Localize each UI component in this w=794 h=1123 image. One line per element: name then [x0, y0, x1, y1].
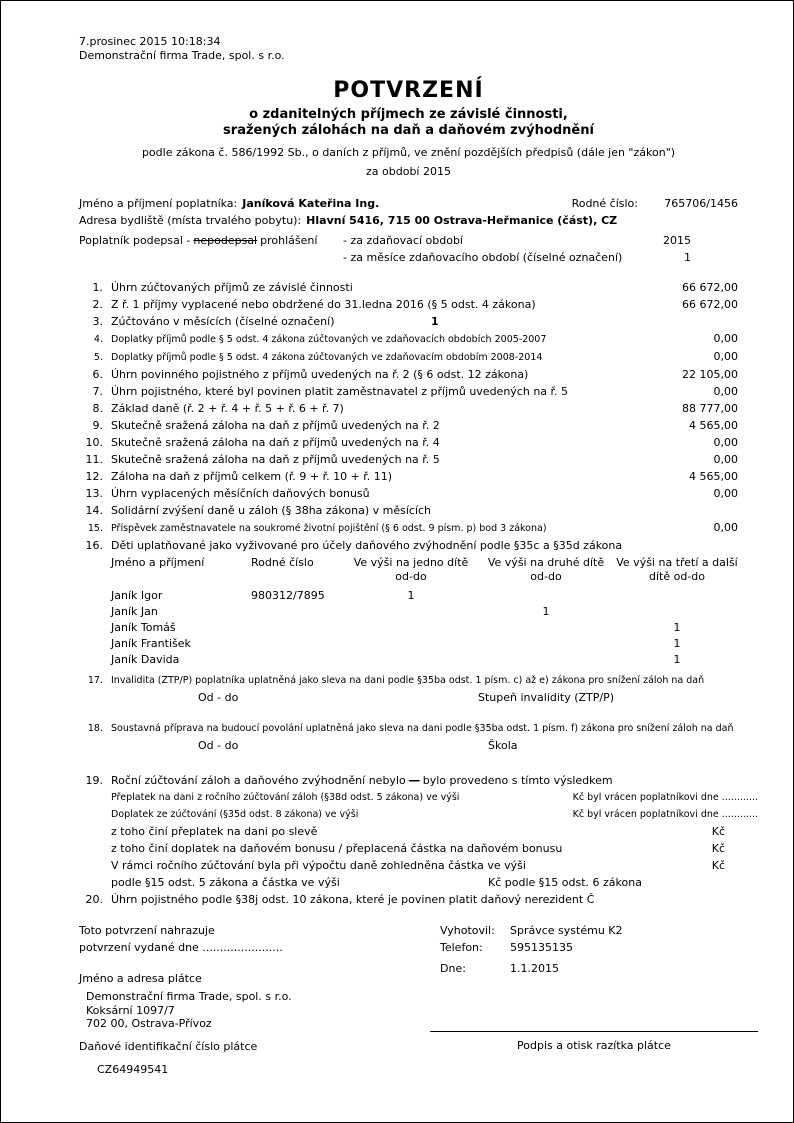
child-third-flag: 1 [673, 621, 681, 634]
taxpayer-address-row [79, 212, 738, 229]
child-birth-number: 980312/7895 [251, 589, 325, 602]
item-number: 15. [87, 523, 103, 534]
item-value: 0,00 [713, 436, 738, 449]
line-right-text: Kč byl vrácen poplatníkovi dne ............ [572, 792, 758, 803]
child-first-flag [346, 636, 476, 652]
item17-fields [79, 689, 738, 706]
invalidity-degree-label: Stupeň invalidity (ZTP/P) [478, 691, 615, 704]
item19-line-considered-amount [79, 857, 738, 874]
item-row-13 [79, 485, 738, 502]
birth-number-value: 765706/1456 [664, 197, 738, 210]
print-company-name: Demonstrační firma Trade, spol. s r.o. [79, 49, 285, 62]
child-second-flag [476, 636, 616, 652]
line-text: V rámci ročního zúčtování byla při výpočtu daně zohledněna částka ve výši [111, 859, 526, 872]
item-value: 0,00 [713, 332, 738, 345]
item-text [111, 772, 738, 789]
struck-text: nepodepsal [193, 234, 258, 247]
item19-text-before: Roční zúčtování záloh a daňového zvýhodnění nebylo [111, 774, 406, 787]
item-value: 22 105,00 [682, 368, 738, 381]
item-value: 0,00 [713, 385, 738, 398]
print-datetime: 7.prosinec 2015 10:18:34 [79, 35, 221, 48]
payer-address-block [86, 990, 418, 1031]
item-number: 12. [85, 470, 103, 483]
item-row-16 [79, 537, 738, 554]
column-header-third-child: Ve výši na třetí a další dítě od-do [616, 556, 738, 583]
column-header-birth-number: Rodné číslo [251, 556, 314, 569]
period-line: za období 2015 [366, 165, 451, 178]
replacement-note-line1: Toto potvrzení nahrazuje [79, 924, 215, 937]
phone-value: 595135135 [510, 941, 573, 954]
date-value: 1.1.2015 [510, 962, 559, 975]
item-number: 8. [92, 402, 103, 415]
child-name: Janík Jan [111, 605, 158, 618]
item-text: Soustavná příprava na budoucí povolání uplatněná jako sleva na dani podle §35ba odst. 1 písm. f) zákona pro snížení záloh na daň [111, 723, 734, 734]
taxpayer-name: Janíková Kateřina Ing. [242, 197, 380, 210]
item-text: Úhrn vyplacených měsíčních daňových bonusů [111, 487, 370, 500]
od-do-label: Od - do [198, 691, 239, 704]
item-text: Příspěvek zaměstnavatele na soukromé životní pojištění (§ 6 odst. 9 písm. p) bod 3 zákona) [111, 523, 547, 534]
child-birth-number [251, 652, 346, 668]
child-row [111, 588, 738, 604]
item19-line-overpayment [79, 789, 758, 806]
tax-id-value: CZ64949541 [97, 1062, 169, 1076]
child-third-flag [616, 588, 738, 604]
item-value: 66 672,00 [682, 298, 738, 311]
line-text: Přeplatek na dani z ročního zúčtování záloh (§38d odst. 5 zákona) ve výši [111, 792, 460, 803]
line-text: podle §15 odst. 5 zákona a částka ve výši [111, 876, 340, 889]
item-value: 0,00 [713, 521, 738, 534]
line-mid-text: Kč podle §15 odst. 6 zákona [488, 876, 642, 889]
signature-line [430, 1031, 758, 1032]
item-row-1 [79, 279, 738, 296]
child-name: Janík František [111, 637, 191, 650]
child-row [111, 636, 738, 652]
title-block [79, 78, 738, 179]
item-value: 4 565,00 [689, 419, 738, 432]
item-text: Skutečně sražená záloha na daň z příjmů uvedených na ř. 5 [111, 453, 440, 466]
school-label: Škola [488, 739, 518, 752]
item-text: Skutečně sražená záloha na daň z příjmů uvedených na ř. 4 [111, 436, 440, 449]
child-row [111, 620, 738, 636]
column-header-first-child: Ve výši na jedno dítě od-do [353, 556, 469, 583]
struck-text: — [408, 774, 420, 787]
payer-name: Demonstrační firma Trade, spol. s r.o. [86, 990, 292, 1003]
phone-row [418, 939, 758, 956]
declaration-period-value: 2015 [663, 234, 691, 247]
item-row-15 [79, 519, 738, 537]
item-row-5 [79, 348, 738, 366]
phone-label: Telefon: [440, 941, 483, 954]
item-number: 16. [85, 539, 103, 552]
child-second-flag [476, 588, 616, 604]
child-third-flag: 1 [673, 637, 681, 650]
payer-city: 702 00, Ostrava-Přívoz [86, 1017, 212, 1030]
child-first-flag [346, 620, 476, 636]
payer-street: Koksární 1097/7 [86, 1003, 175, 1017]
currency-label: Kč [711, 842, 725, 855]
item-value: 4 565,00 [689, 470, 738, 483]
item-value: 0,00 [713, 487, 738, 500]
child-row [111, 652, 738, 668]
issued-by-value: Správce systému K2 [510, 924, 623, 937]
line-text: Doplatek ze zúčtování (§35d odst. 8 zákona) ve výši [111, 809, 359, 820]
item-number: 7. [92, 385, 103, 398]
item-text: Zúčtováno v měsících (číselné označení) [111, 315, 335, 328]
item-number: 2. [92, 298, 103, 311]
item-text: Doplatky příjmů podle § 5 odst. 4 zákona zúčtovaných ve zdaňovacích obdobích 2005-2007 [111, 334, 547, 345]
child-birth-number [251, 604, 346, 620]
children-table [111, 556, 738, 668]
item-value: 66 672,00 [682, 281, 738, 294]
child-third-flag [616, 604, 738, 620]
print-meta [79, 35, 738, 63]
item-number: 6. [92, 368, 103, 381]
item-row-20 [79, 891, 738, 908]
item19-text-after: bylo provedeno s tímto výsledkem [422, 774, 613, 787]
item-row-18 [79, 720, 738, 737]
birth-number-label: Rodné číslo: [571, 197, 638, 210]
line-text: z toho činí doplatek na daňovém bonusu / přeplacená částka na daňovém bonusu [111, 842, 563, 855]
taxpayer-name-label: Jméno a příjmení poplatníka: [79, 197, 238, 210]
item-row-10 [79, 434, 738, 451]
item-number: 5. [93, 352, 103, 363]
footer-right-column [418, 922, 758, 1078]
children-table-header [111, 556, 738, 584]
item19-line-after-discount [79, 823, 738, 840]
item-row-4 [79, 330, 738, 348]
child-second-flag [476, 652, 616, 668]
item19-line-bonus [79, 840, 738, 857]
issued-by-row [418, 922, 758, 939]
child-second-flag: 1 [542, 605, 550, 618]
child-birth-number [251, 636, 346, 652]
od-do-label: Od - do [198, 739, 239, 752]
currency-label: Kč [711, 859, 725, 872]
address-label: Adresa bydliště (místa trvalého pobytu): [79, 214, 302, 227]
item-number: 10. [85, 436, 103, 449]
item-text: Doplatky příjmů podle § 5 odst. 4 zákona zúčtovaných ve zdaňovacím obdobím 2008-2014 [111, 352, 543, 363]
declaration-row [79, 232, 738, 249]
issued-by-label: Vyhotovil: [440, 924, 495, 937]
item-row-12 [79, 468, 738, 485]
item-value: 88 777,00 [682, 402, 738, 415]
item-row-17 [79, 672, 738, 689]
law-reference-line: podle zákona č. 586/1992 Sb., o daních z příjmů, ve znění pozdějších předpisů (dále jen "zákon") [141, 146, 676, 159]
declaration-statement [79, 232, 343, 249]
document-subtitle-2: sražených zálohách na daň a daňovém zvýhodnění [223, 123, 594, 138]
item-text: Skutečně sražená záloha na daň z příjmů uvedených na ř. 2 [111, 419, 440, 432]
item-number: 11. [85, 453, 103, 466]
footer-left-column [79, 922, 418, 1078]
item18-fields [79, 737, 738, 754]
item-row-7 [79, 383, 738, 400]
item-text: Úhrn pojistného, které byl povinen platit zaměstnavatel z příjmů uvedených na ř. 5 [111, 385, 569, 398]
declaration-period-label: - za zdaňovací období [343, 234, 463, 247]
child-first-flag: 1 [407, 589, 415, 602]
taxpayer-name-row [79, 195, 738, 212]
item-value: 0,00 [713, 453, 738, 466]
item-text: Děti uplatňované jako vyživované pro účely daňového zvýhodnění podle §35c a §35d zákona [111, 539, 623, 552]
child-row [111, 604, 738, 620]
item-row-6 [79, 366, 738, 383]
item-text: Invalidita (ZTP/P) poplatníka uplatněná jako sleva na dani podle §35ba odst. 1 písm. c) až e) zákona pro snížení záloh na daň [111, 675, 705, 686]
item-text: Z ř. 1 příjmy vyplacené nebo obdržené do 31.ledna 2016 (§ 5 odst. 4 zákona) [111, 298, 536, 311]
item-number: 4. [93, 334, 103, 345]
child-name: Janík Davida [111, 653, 180, 666]
item-number: 3. [92, 315, 103, 328]
date-label: Dne: [440, 962, 466, 975]
currency-label: Kč [711, 825, 725, 838]
tax-id-heading: Daňové identifikační číslo plátce [79, 1039, 258, 1053]
declaration-months-label: - za měsíce zdaňovacího období (číselné označení) [343, 251, 623, 264]
declaration-prefix: Poplatník podepsal - [79, 234, 191, 247]
taxpayer-address: Hlavní 5416, 715 00 Ostrava-Heřmanice (část), CZ [306, 214, 618, 227]
item19-line-paragraph15 [79, 874, 738, 891]
child-third-flag: 1 [673, 653, 681, 666]
item-number: 9. [92, 419, 103, 432]
item-text: Solidární zvýšení daně u záloh (§ 38ha zákona) v měsících [111, 504, 432, 517]
item-number: 19. [85, 774, 103, 787]
child-first-flag [346, 604, 476, 620]
item-number: 20. [85, 893, 103, 906]
item-value: 0,00 [713, 350, 738, 363]
item-text: Úhrn pojistného podle §38j odst. 10 zákona, které je povinen platit daňový nerezident Č [111, 893, 595, 906]
item-text: Úhrn povinného pojistného z příjmů uvedených na ř. 2 (§ 6 odst. 12 zákona) [111, 368, 529, 381]
item-number: 13. [85, 487, 103, 500]
child-name: Janík Tomáš [111, 621, 176, 634]
item-text: Základ daně (ř. 2 + ř. 4 + ř. 5 + ř. 6 + ř. 7) [111, 402, 344, 415]
child-first-flag [346, 652, 476, 668]
line-text: z toho činí přeplatek na dani po slevě [111, 825, 318, 838]
taxpayer-section [79, 195, 738, 266]
item-row-8 [79, 400, 738, 417]
declaration-suffix: prohlášení [260, 234, 318, 247]
item-row-11 [79, 451, 738, 468]
document-subtitle-1: o zdanitelných příjmech ze závislé činnosti, [249, 107, 568, 122]
signature-caption: Podpis a otisk razítka plátce [517, 1039, 671, 1052]
item-row-3 [79, 313, 738, 330]
replacement-note-line2: potvrzení vydané dne ....................... [79, 941, 283, 954]
item-number: 18. [87, 723, 103, 734]
document-title: POTVRZENÍ [333, 78, 484, 103]
item-number: 1. [92, 281, 103, 294]
child-name: Janík Igor [111, 589, 163, 602]
column-header-second-child: Ve výši na druhé dítě od-do [487, 556, 605, 583]
declaration-months-value: 1 [684, 251, 691, 264]
payer-heading: Jméno a adresa plátce [79, 972, 202, 985]
item-number: 14. [85, 504, 103, 517]
item-text: Záloha na daň z příjmů celkem (ř. 9 + ř. 10 + ř. 11) [111, 470, 393, 483]
column-header-name: Jméno a příjmení [111, 556, 205, 569]
date-row [418, 960, 758, 977]
item19-line-surcharge [79, 806, 758, 823]
item-mid-value: 1 [431, 315, 439, 328]
item-row-19 [79, 772, 738, 789]
items-list [79, 279, 758, 908]
line-right-text: Kč byl vrácen poplatníkovi dne ............ [572, 809, 758, 820]
declaration-months-row [79, 249, 738, 266]
child-birth-number [251, 620, 346, 636]
footer-section [79, 922, 738, 1078]
child-second-flag [476, 620, 616, 636]
item-row-9 [79, 417, 738, 434]
item-number: 17. [87, 675, 103, 686]
item-row-14 [79, 502, 738, 519]
item-text: Úhrn zúčtovaných příjmů ze závislé činnosti [111, 281, 353, 294]
item-row-2 [79, 296, 738, 313]
